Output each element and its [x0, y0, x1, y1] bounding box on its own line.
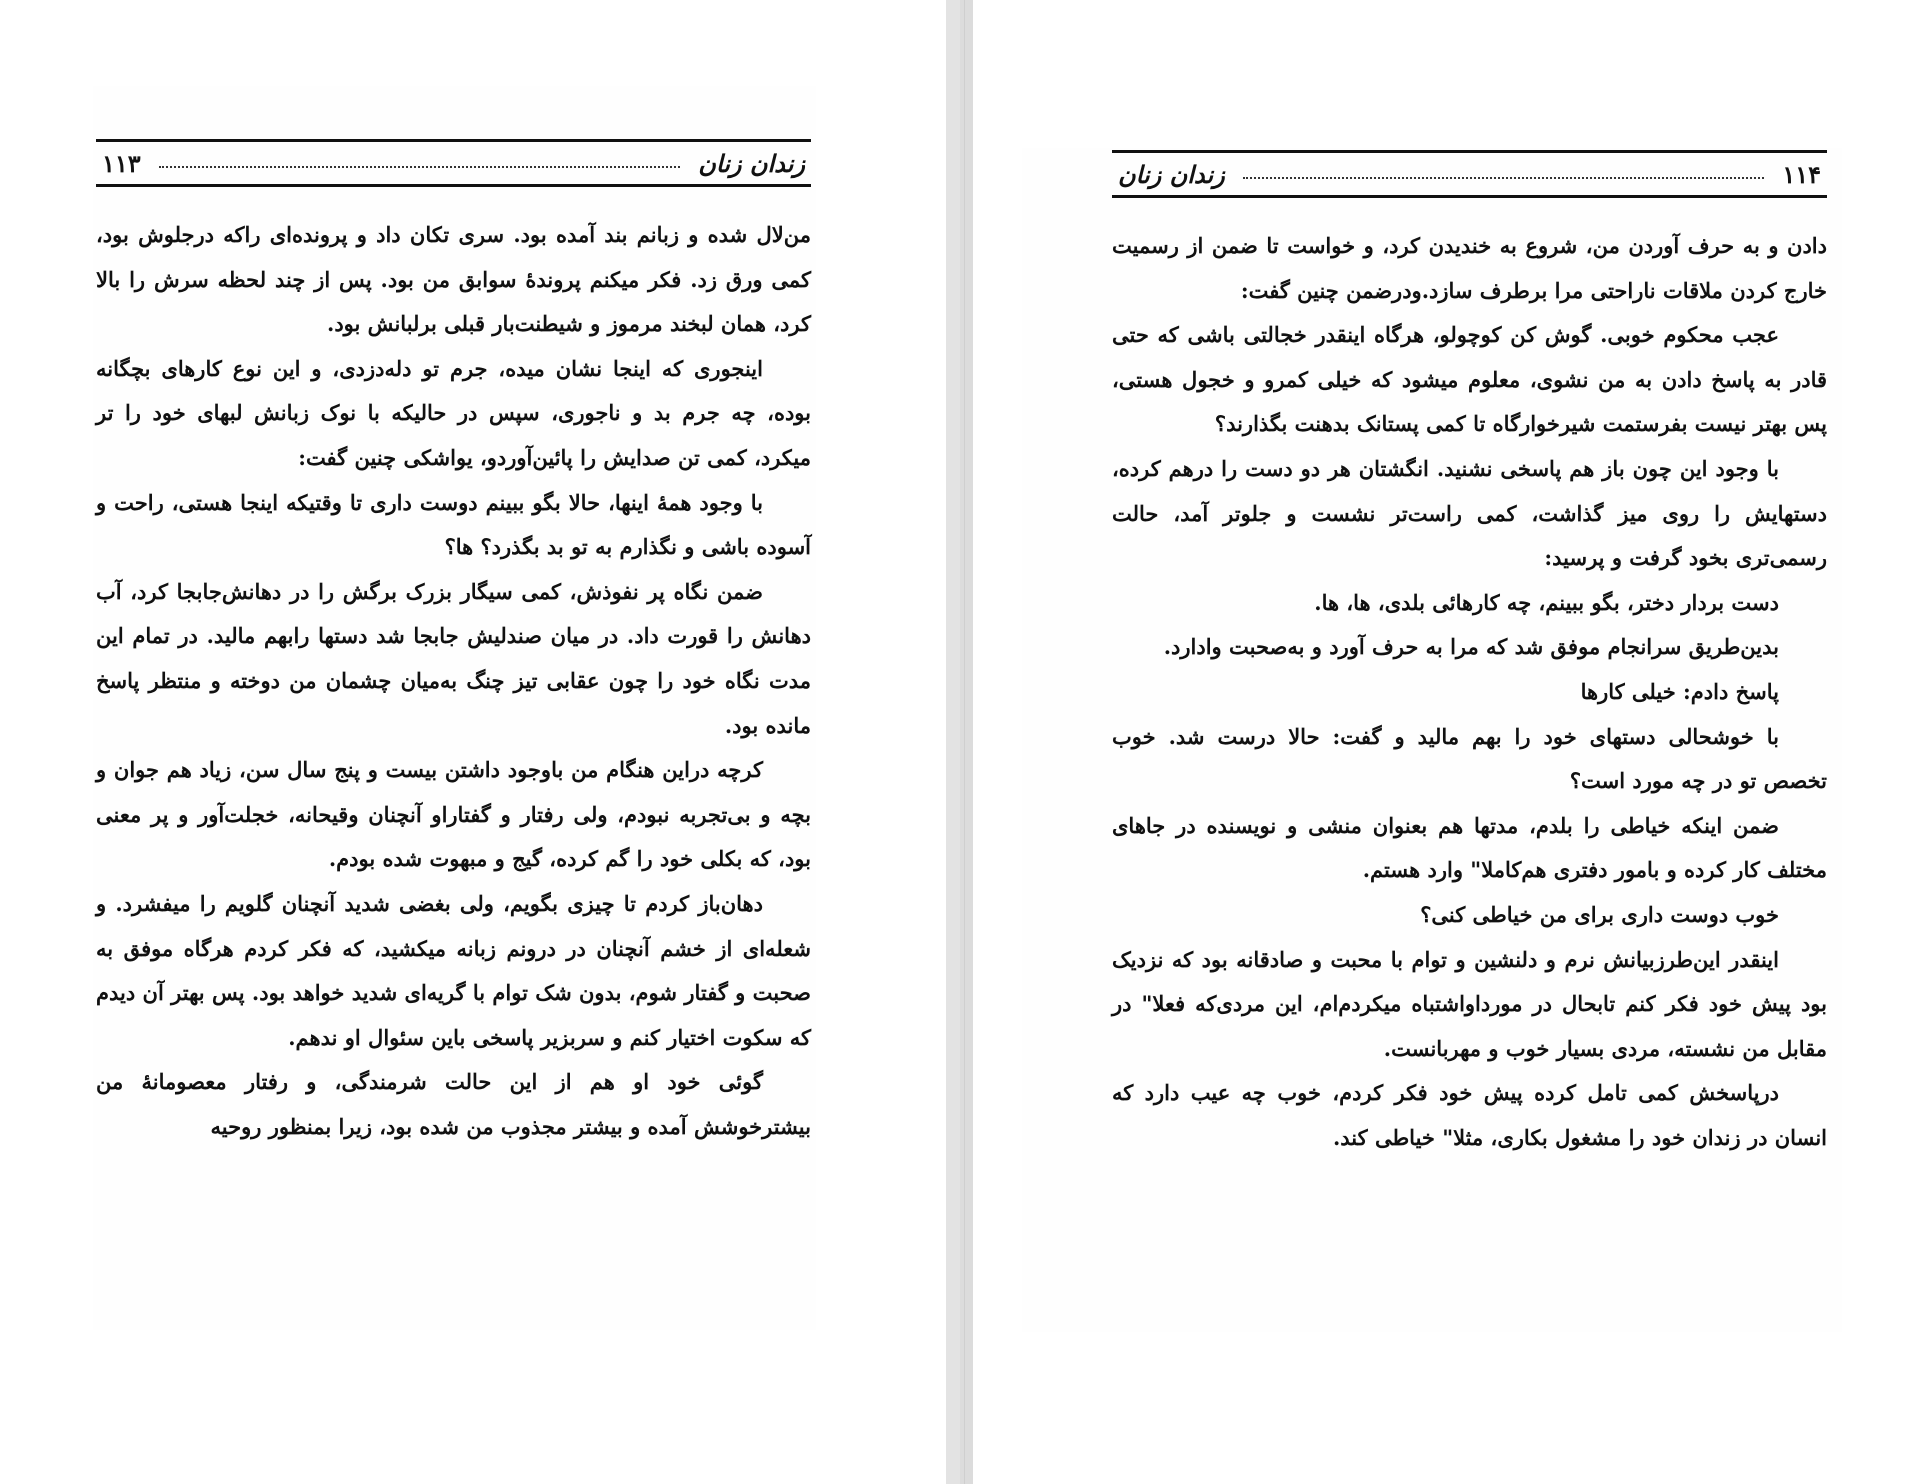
page-body: [96, 213, 811, 1149]
paragraph: ضمن نگاه پر نفوذش، کمی سیگار بزرک برگش را در دهانش‌جابجا کرد، آب دهانش را قورت داد. در میان صندلیش جابجا شد دستها را‌بهم مالید. در تمام این مدت نگاه خود را چون عقابی تیز چنگ به‌میان چشمان من دوخته و منتظر پاسخ مانده بود.: [96, 578, 811, 738]
dotted-leader: [1243, 177, 1765, 179]
left-page: [96, 139, 811, 1149]
running-title: زندان زنان: [1118, 159, 1225, 189]
paragraph: دهان‌باز کردم تا چیزی بگویم، ولی بغضی شدید آنچنان گلویم را میفشرد. و شعله‌ای از خشم آنچنان در درونم زبانه میکشید، که فکر کردم هرگاه موفق به صحبت و گفتار شوم، بدون شک توام با گریه‌ای شدید خواهد بود. پس بهتر آن دیدم که سکوت اختیار کنم و سربزیر پاسخی باین سئوال او ندهم.: [96, 890, 811, 1050]
paragraph: درپاسخش کمی تامل کرده پیش خود فکر کردم، خوب چه عیب دارد که انسان در زندان خود را مشغول بکاری، مثلا" خیاطی کند.: [1112, 1080, 1827, 1150]
paragraph: دست بردار دختر، بگو ببینم، چه کارهائی بلدی، ها، ها.: [1314, 589, 1779, 615]
paragraph: با وجود همهٔ اینها، حالا بگو ببینم دوست داری تا وقتیکه اینجا هستی، راحت و آسوده باشی و نگذارم به تو بد بگذرد؟ ها؟: [96, 489, 811, 560]
paragraph: عجب محکوم خوبی. گوش کن کوچولو، هرگاه اینقدر خجالتی باشی که حتی قادر به پاسخ دادن به من نشوی، معلوم میشود که خیلی کمرو و خجول هستی، پس بهتر نیست بفرستمت شیرخوارگاه تا کمی پستانک بدهنت بگذارند؟: [1112, 322, 1827, 437]
running-title: زندان زنان: [698, 148, 805, 178]
page-body: [1112, 224, 1827, 1160]
gutter-divider: [964, 0, 965, 1484]
book-gutter-left: [946, 0, 960, 1484]
paragraph: کرچه دراین هنگام من با‌وجود داشتن بیست و پنج سال سن، زیاد هم جوان و بچه و بی‌تجربه نبودم، ولی رفتار و گفتاراو آنچنان وقیحانه، خجلت‌آور و پر معنی بود، که بکلی خود را گم کرده، گیج و مبهوت شده بودم.: [96, 757, 811, 872]
right-page: [1112, 150, 1827, 1160]
paragraph: با خوشحالی دستهای خود را بهم مالید و گفت: حالا درست شد. خوب تخصص تو در چه مورد است؟: [1112, 723, 1827, 794]
book-gutter-right: [960, 0, 973, 1484]
paragraph: پاسخ دادم: خیلی کارها: [1580, 678, 1779, 704]
paragraph: بدین‌طریق سرانجام موفق شد که مرا به حرف آورد و به‌صحبت وادارد.: [1163, 634, 1779, 660]
paragraph: دادن و به حرف آوردن من، شروع به خندیدن کرد، و خواست تا ضمن از رسمیت خارج کردن ملاقات ناراحتی مرا برطرف سازد.ودرضمن چنین گفت:: [1112, 233, 1827, 303]
paragraph: من‌لال شده و زبانم بند آمده بود. سری تکان داد و پرونده‌ای راکه درجلوش بود، کمی ورق زد. فکر میکنم پرونده‌ٔ سوابق من بود. پس از چند لحظه سرش را بالا کرد، همان لبخند مرموز و شیطنت‌بار قبلی برلبانش بود.: [96, 222, 811, 337]
paragraph: اینقدر این‌طرز‌بیانش نرم و دلنشین و توام با محبت و صادقانه بود که نزدیک بود پیش خود فکر کنم تابحال در مورد‌او‌اشتباه میکردم‌ام، این مردی‌که فعلا" در مقابل من نشسته، مردی بسیار خوب و مهربانست.: [1112, 946, 1827, 1061]
page-number: ۱۱۳: [102, 148, 141, 178]
paragraph: اینجوری که اینجا نشان میده، جرم تو دله‌دزدی، و این نوع کارهای بچگانه بوده، چه جرم بد و ناجوری، سپس در حالیکه با نوک زبانش لبهای خود را تر میکرد، کمی تن صدایش را پائین‌آوردو، یواشکی چنین گفت:: [96, 355, 811, 470]
running-header: [96, 139, 811, 187]
page-number: ۱۱۴: [1782, 159, 1821, 189]
paragraph: گوئی خود او هم از این حالت شرمندگی، و رفتار معصومانهٔ من بیشترخوشش آمده و بیشتر مجذوب من شده بود، زیرا بمنظور روحیه: [96, 1069, 811, 1139]
paragraph: خوب دوست داری برای من خیاطی کنی؟: [1420, 901, 1779, 927]
paragraph: با وجود این چون باز هم پاسخی نشنید. انگشتان هر دو دست را درهم کرده، دستهایش را روی میز گذاشت، کمی راست‌تر نشست و جلوتر آمد، حالت رسمی‌تری بخود گرفت و پرسید:: [1112, 455, 1827, 571]
paragraph: ضمن اینکه خیاطی را بلدم، مدتها هم بعنوان منشی و نویسنده در جاهای مختلف کار کرده و بامور دفتری هم‌کاملا" وارد هستم.: [1112, 812, 1827, 883]
running-header: [1112, 150, 1827, 198]
dotted-leader: [159, 166, 681, 168]
